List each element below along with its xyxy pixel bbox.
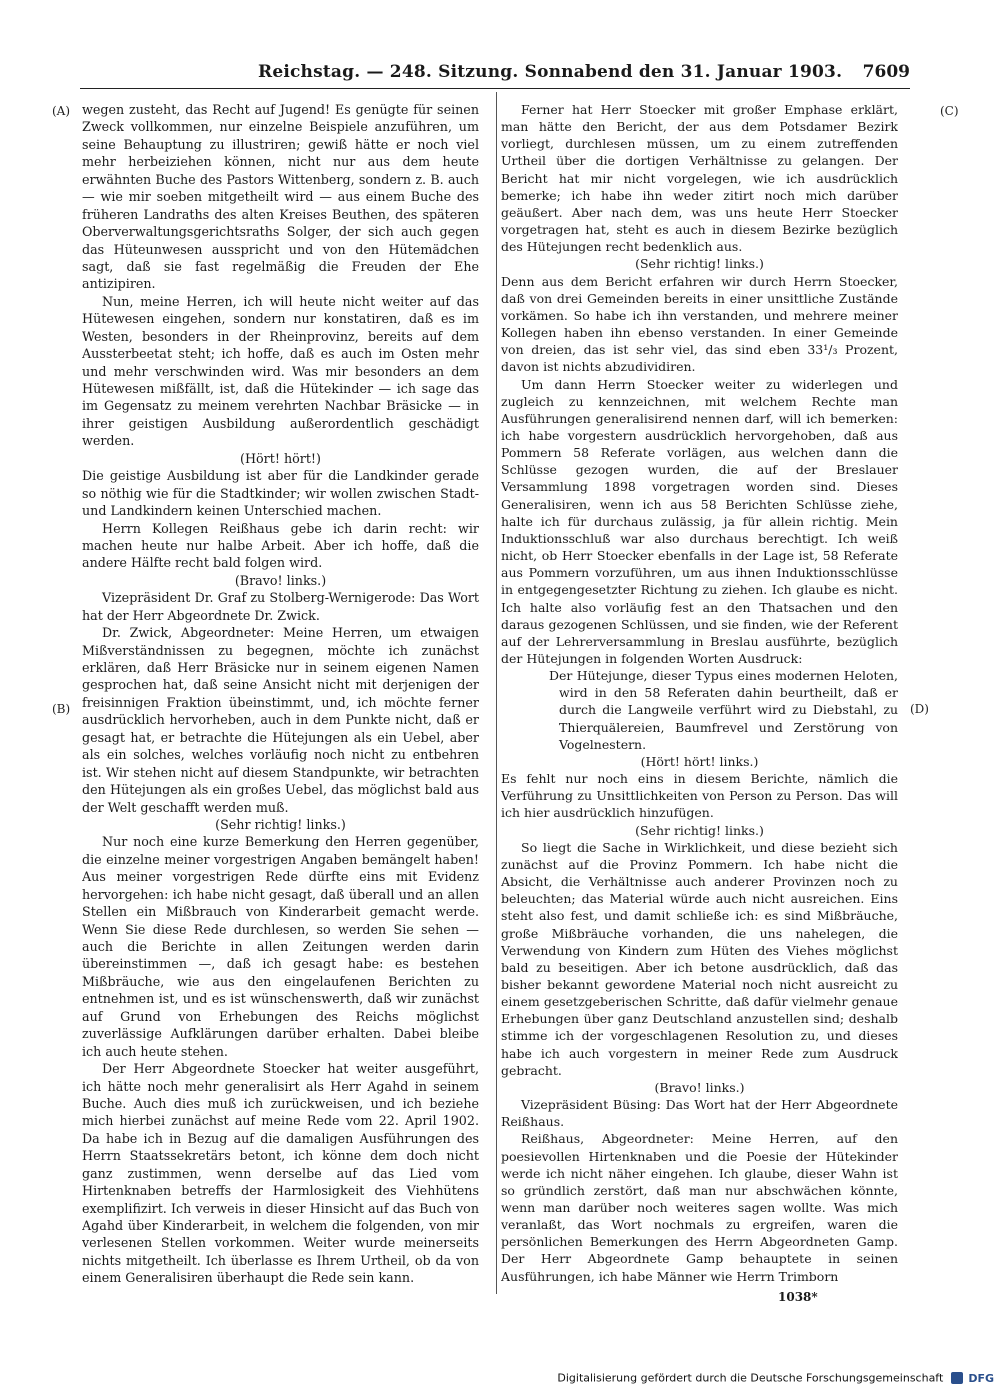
left-column [82,101,479,1289]
page-number: 7609 [862,62,910,82]
header-rule [80,88,910,89]
paragraph: wegen zusteht, das Recht auf Jugend! Es genügte für seinen Zweck vollkommen, nur einzelne Beispiele anzuführen, um seine Behauptung zu illustriren; gewiß hätte er noch viel mehr herbeiziehen können, nicht nur aus dem heute erwähnten Buche des Pastors Wittenberg, sondern z. B. auch — wie mir soeben mitgetheilt wird — aus einem Buche des früheren Landraths des alten Kreises Beuthen, des späteren Oberverwaltungsgerichtsraths Solger, der sich auch gegen das Hüteunwesen ausspricht und von den Hütemädchen sagt, daß sie fast regelmäßig die Freuden der Ehe antizipiren. [82,102,479,292]
paragraph: Herrn Kollegen Reißhaus gebe ich darin recht: wir machen heute nur halbe Arbeit. Aber ich hoffe, daß die andere Hälfte recht bald folgen wird. [82,520,479,571]
paragraph: Nun, meine Herren, ich will heute nicht weiter auf das Hütewesen eingehen, sondern nur konstatiren, daß es im Westen, besonders in der Rheinprovinz, bereits auf dem Aussterbeetat steht; ich hoffe, daß es auch im Osten mehr und mehr verschwinden wird. Was mir besonders an dem Hütewesen mißfällt, ist, daß die Hütekinder — ich sage das im Gegensatz zu meinem verehrten Nachbar Bräsicke — in ihrer geistigen Ausbildung außerordentlich geschädigt werden. [82,293,479,449]
dfg-logo-text: DFG [968,1371,994,1385]
right-column [501,101,898,1286]
paragraph: Der Herr Abgeordnete Stoecker hat weiter ausgeführt, ich hätte noch mehr generalisirt als Herr Agahd in seinem Buche. Auch dies muß ich zurückweisen, und ich beziehe mich hierbei zunächst auf meine Rede vom 22. April 1902. Da habe ich in Bezug auf die damaligen Ausführungen des Herrn Staatssekretärs betont, ich könne dem doch nicht ganz zustimmen, wenn derselbe auf das Lied vom Hirtenknaben betreffs der Harmlosigkeit des Viehhütens exemplifizirt. Ich verweis in dieser Hinsicht auf das Buch von Agahd über Kinderarbeit, in welchem die folgenden, von mir verlesenen Stellen vorkommen. Weiter wurde meinerseits nichts mitgetheilt. Ich überlasse es Ihrem Urtheil, ob da von einem Generalisiren überhaupt die Rede sein kann. [82,1061,479,1286]
signature-mark: 1038* [778,1290,818,1304]
interjection: (Bravo! links.) [654,1079,745,1095]
interjection: (Sehr richtig! links.) [635,256,764,272]
paragraph: Denn aus dem Bericht erfahren wir durch Herrn Stoecker, daß von drei Gemeinden bereits in einer unsittliche Zustände vorkämen. So habe ich ihn verstanden, und mehrere meiner Kollegen haben ihn ebenso verstanden. In einer Gemeinde von dreien, das ist sehr viel, das sind eben 33¹/₃ Prozent, davon ist nichts abzudividiren. [501,273,898,375]
block-quote: Der Hütejunge, dieser Typus eines modernen Heloten, wird in den 58 Referaten dahin beurtheilt, daß er durch die Langweile verführt wird zu Diebstahl, zu Thierquälereien, Baumfrevel und Zerstörung von Vogelnestern. [549,668,898,752]
paragraph: Um dann Herrn Stoecker weiter zu widerlegen und zugleich zu kennzeichnen, mit welchem Rechte man Ausführungen generalisirend nennen darf, will ich bemerken: ich habe vorgestern ausdrücklich hervorgehoben, daß aus Pommern 58 Referate vorlägen, aus welchen dann die Schlüsse gezogen wurden, die auf der Breslauer Versammlung 1898 vorgetragen worden sind. Dieses Generalisiren, wenn ich aus 58 Berichten Schlüsse ziehe, halte ich für durchaus zulässig, ja für allein richtig. Mein Induktionsschluß war also durchaus berechtigt. Ich weiß nicht, ob Herr Stoecker ebenfalls in der Lage ist, 58 Referate aus Pommern vorzuführen, um aus ihnen Induktionsschlüsse in entgegengesetzter Richtung zu ziehen. Ich glaube es nicht. Ich halte also vorläufig fest an den Thatsachen und den daraus gezogenen Schlüssen, und sie finden, wie der Referent auf der Lehrerversammlung in Breslau ausführte, bezüglich der Hütejungen in folgenden Worten Ausdruck: [501,376,898,666]
dfg-logo-icon [951,1372,963,1384]
margin-marker-a: (A) [52,104,71,118]
page-header [80,62,910,86]
margin-marker-b: (B) [52,702,71,716]
margin-marker-d: (D) [910,702,929,716]
interjection: (Hört! hört! links.) [640,753,759,769]
interjection: (Hört! hört!) [240,450,321,466]
header-title: Reichstag. — 248. Sitzung. Sonnabend den 31. Januar 1903. [258,62,843,82]
interjection: (Sehr richtig! links.) [215,816,346,832]
speaker-paragraph: Vizepräsident Dr. Graf zu Stolberg-Wernigerode: Das Wort hat der Herr Abgeordnete Dr. Zwick. [82,590,479,623]
footer-credit [557,1371,994,1389]
paragraph: So liegt die Sache in Wirklichkeit, und diese bezieht sich zunächst auf die Provinz Pommern. Ich habe nicht die Absicht, die Verhältnisse auch anderer Provinzen noch zu beleuchten; das Material würde auch nicht ausreichen. Eins steht also fest, und damit schließe ich: es sind Mißbräuche, große Mißbräuche vorhanden, die uns nahelegen, die Verwendung von Kindern zum Hüten des Viehes möglichst bald zu beseitigen. Aber ich betone ausdrücklich, daß das bisher bekannt gewordene Material noch nicht ausreicht zu einem gesetzgeberischen Schritte, daß dafür vielmehr genaue Erhebungen über ganz Deutschland anzustellen sind; deshalb stimme ich der vorgeschlagenen Resolution zu, und dieses habe ich auch vorgestern in meiner Rede zum Ausdruck gebracht. [501,839,898,1078]
interjection: (Sehr richtig! links.) [635,822,764,838]
footer-text: Digitalisierung gefördert durch die Deutsche Forschungsgemeinschaft [557,1371,944,1385]
paragraph: Nur noch eine kurze Bemerkung den Herren gegenüber, die einzelne meiner vorgestrigen Angaben bemängelt haben! Aus meiner vorgestrigen Rede dürfte eins mit Evidenz hervorgehen: ich habe nicht gesagt, daß überall und an allen Stellen ein Mißbrauch von Kinderarbeit gemacht werde. Wenn Sie diese Rede durchlesen, so werden Sie sehen — auch die Berichte in allen Zeitungen werden darin übereinstimmen —, daß ich gesagt habe: es bestehen Mißbräuche, wie aus den eingelaufenen Berichten zu entnehmen ist, und es ist wünschenswerth, daß wir zunächst auf Grund von Erhebungen des Reichs möglichst zuverlässige Aufklärungen darüber erhalten. Dabei bleibe ich auch heute stehen. [82,834,479,1059]
paragraph: Die geistige Ausbildung ist aber für die Landkinder gerade so nöthig wie für die Stadtkinder; wir wollen zwischen Stadt- und Landkindern keinen Unterschied machen. [82,468,479,519]
paragraph: Ferner hat Herr Stoecker mit großer Emphase erklärt, man hätte den Bericht, der aus dem Potsdamer Bezirk vorliegt, durchlesen müssen, um zu einem zutreffenden Urtheil über die dortigen Verhältnisse zu gelangen. Der Bericht hat mir nicht vorgelegen, wie ich ausdrücklich bemerke; ich habe ihn weder zitirt noch mich darüber geäußert. Aber nach dem, was uns heute Herr Stoecker vorgetragen hat, steht es auch in diesem Bezirke bezüglich des Hütejungen recht bedenklich aus. [501,102,898,255]
speaker-paragraph: Reißhaus, Abgeordneter: Meine Herren, auf den poesievollen Hirtenknaben und die Poesie der Hütekinder werde ich nicht näher eingehen. Ich glaube, dieser Wahn ist so gründlich zerstört, daß man nur abschwächen könnte, wenn man darüber noch weiteres sagen wollte. Was mich veranlaßt, das Wort nochmals zu ergreifen, waren die persönlichen Bemerkungen des Herrn Abgeordneten Gamp. Der Herr Abgeordnete Gamp behauptete in seinen Ausführungen, ich habe Männer wie Herrn Trimborn [501,1131,898,1284]
column-divider [496,92,497,1294]
paragraph: Es fehlt nur noch eins in diesem Berichte, nämlich die Verführung zu Unsittlichkeiten von Person zu Person. Das will ich hier ausdrücklich hinzufügen. [501,771,898,821]
speaker-paragraph: Vizepräsident Büsing: Das Wort hat der Herr Abgeordnete Reißhaus. [501,1097,898,1130]
speaker-paragraph: Dr. Zwick, Abgeordneter: Meine Herren, um etwaigen Mißverständnissen zu begegnen, möchte ich zunächst erklären, daß Herr Bräsicke nur in seinem eigenen Namen gesprochen hat, daß seine Ansicht nicht mit derjenigen der freisinnigen Fraktion übeinstimmt, und, ich möchte ferner ausdrücklich hervorheben, auch in dem Punkte nicht, daß er gesagt hat, er betrachte die Hütejungen als ein Uebel, aber als ein solches, welches vorläufig noch nicht zu entbehren ist. Wir stehen nicht auf diesem Standpunkte, wir betrachten den Hütejungen als ein großes Uebel, das möglichst bald aus der Welt geschafft werden muß. [82,625,479,815]
margin-marker-c: (C) [940,104,959,118]
interjection: (Bravo! links.) [234,572,327,588]
